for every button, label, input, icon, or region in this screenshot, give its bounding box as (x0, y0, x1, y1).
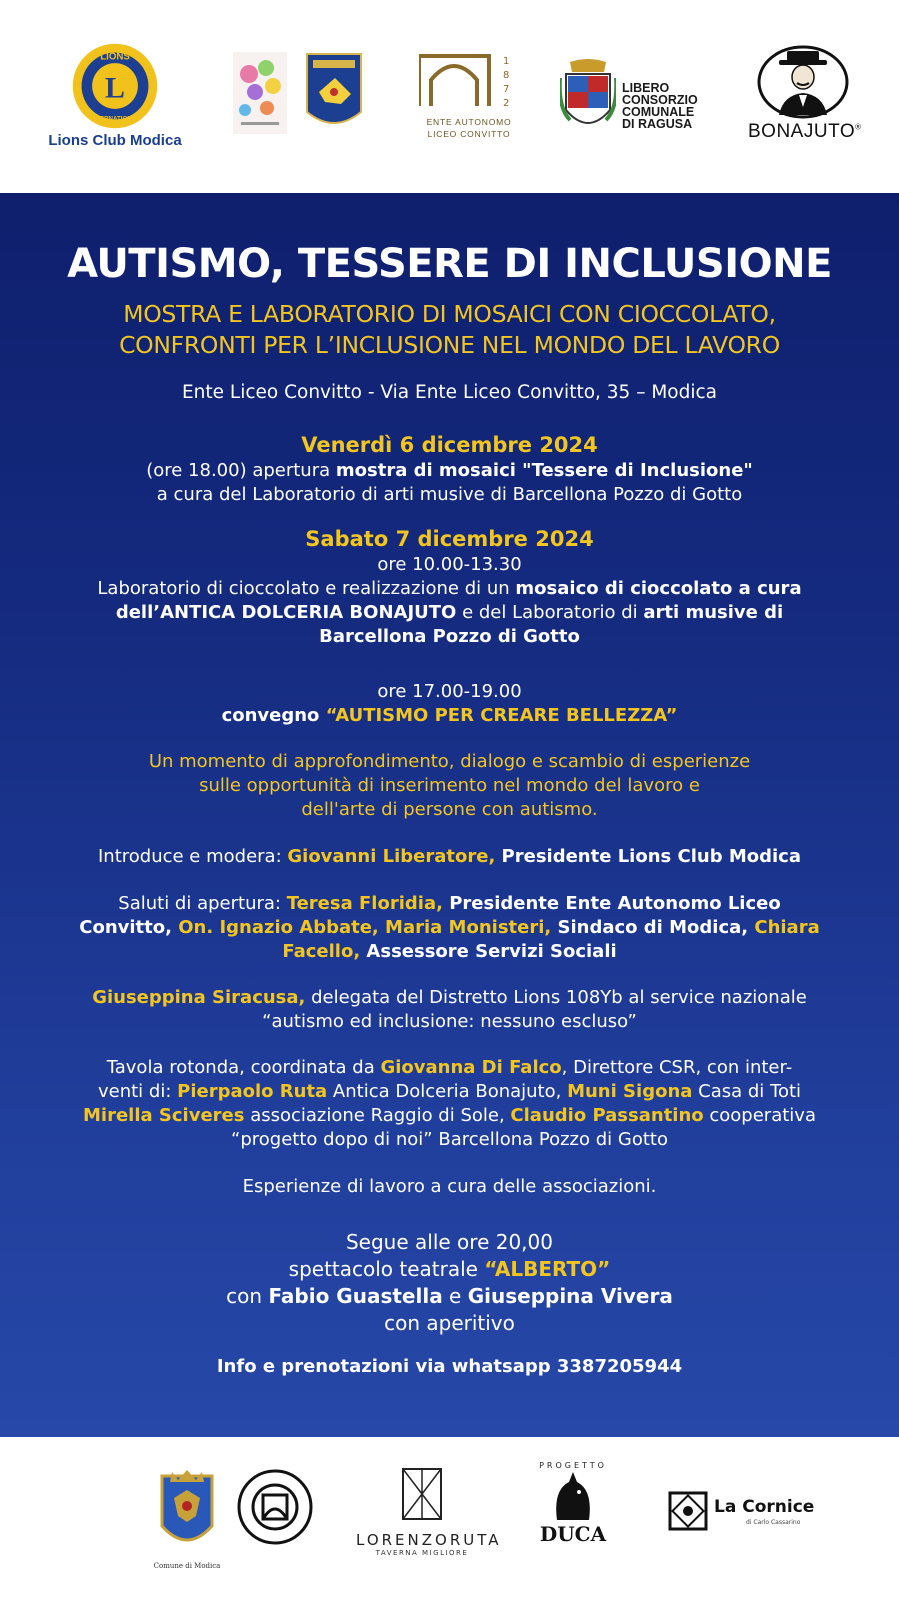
svg-text:LIONS: LIONS (100, 51, 130, 63)
bonajuto-wordmark: BONAJUTO® (748, 121, 862, 142)
svg-text:INTERNATIONAL: INTERNATIONAL (90, 115, 140, 123)
greetings-line-1: Saluti di apertura: Teresa Floridia, Presidente Ente Autonomo Liceo (118, 893, 781, 914)
day2-workshop-1: Laboratorio di cioccolato e realizzazione di un mosaico di cioccolato a cura (97, 578, 802, 599)
lorenzo-monogram-icon (399, 1467, 445, 1523)
conference-title: convegno “AUTISMO PER CREARE BELLEZZA” (221, 705, 678, 726)
delegate-line-2: “autismo ed inclusione: nessuno escluso” (262, 1011, 637, 1032)
partner-logo-band (0, 1437, 899, 1599)
svg-text:1: 1 (503, 56, 510, 67)
lions-club-name: Lions Club Modica (48, 132, 182, 149)
lorenzo-name: LORENZORUTA (356, 1531, 502, 1549)
cornice-sub: di Carlo Cassarino (746, 1519, 801, 1526)
show-line-1: Segue alle ore 20,00 (345, 1230, 553, 1254)
event-title: AUTISMO, TESSERE DI INCLUSIONE (67, 241, 832, 287)
liceo-convitto-logo (419, 46, 519, 146)
ragusa-line-2: CONSORZIO (622, 93, 698, 107)
description-line-2: sulle opportunità di inserimento nel mondo del lavoro e (199, 775, 700, 796)
greetings-line-2: Convitto, On. Ignazio Abbate, Maria Monisteri, Sindaco di Modica, Chiara (79, 917, 820, 938)
day2-date: Sabato 7 dicembre 2024 (305, 527, 594, 551)
bonajuto-logo (748, 45, 862, 155)
roundtable-line-2: venti di: Pierpaolo Ruta Antica Dolceria Bonajuto, Muni Sigona Casa di Toti (97, 1081, 802, 1102)
subtitle-line-2: CONFRONTI PER L’INCLUSIONE NEL MONDO DEL LAVORO (119, 331, 780, 359)
event-venue: Ente Liceo Convitto - Via Ente Liceo Convitto, 35 – Modica (181, 382, 718, 403)
day1-curator: a cura del Laboratorio di arti musive di Barcellona Pozzo di Gotto (156, 484, 743, 505)
moderator-line: Introduce e modera: Giovanni Liberatore, Presidente Lions Club Modica (97, 846, 801, 867)
liceo-caption-2: LICEO CONVITTO (427, 129, 511, 139)
lions-club-logo (40, 42, 190, 152)
liceo-caption-1: ENTE AUTONOMO (426, 117, 512, 127)
comune-modica-logo (152, 1470, 222, 1570)
sponsor-logo-band (0, 0, 899, 193)
cornice-frame-icon (668, 1491, 708, 1531)
booking-info: Info e prenotazioni via whatsapp 3387205944 (216, 1356, 683, 1377)
day2-workshop-3: Barcellona Pozzo di Gotto (319, 626, 580, 647)
greetings-line-3: Facello, Assessore Servizi Sociali (282, 941, 617, 962)
day2-time-afternoon: ore 17.00-19.00 (377, 681, 522, 702)
event-panel (0, 193, 899, 1437)
bonajuto-portrait-icon (757, 45, 849, 119)
la-cornice-logo (668, 1491, 828, 1541)
ragusa-consortium-logo (560, 58, 720, 138)
duca-name: DUCA (539, 1522, 607, 1546)
day1-opening: (ore 18.00) apertura mostra di mosaici "Tessere di Inclusione" (146, 460, 753, 481)
ragusa-line-1: LIBERO (622, 81, 670, 95)
unesco-heritage-icon (237, 1469, 313, 1545)
day2-time-morning: ore 10.00-13.30 (377, 554, 522, 575)
cornice-name: La Cornice (714, 1497, 815, 1517)
svg-text:2: 2 (503, 98, 510, 109)
ragusa-crest-icon (560, 58, 616, 136)
ragusa-line-3: COMUNALE (622, 105, 695, 119)
event-subtitle (0, 299, 899, 361)
lorenzo-ruta-logo (356, 1467, 502, 1571)
show-line-4: con aperitivo (384, 1311, 515, 1335)
subtitle-line-1: MOSTRA E LABORATORIO DI MOSAICI CON CIOCCOLATO, (123, 300, 776, 328)
sicily-shield-icon (305, 52, 363, 134)
lions-emblem-icon (71, 42, 159, 130)
lorenzo-sub: TAVERNA MIGLIORE (375, 1549, 469, 1557)
svg-text:L: L (105, 71, 125, 105)
roundtable-line-1: Tavola rotonda, coordinata da Giovanna Di Falco, Direttore CSR, con inter- (106, 1057, 793, 1078)
duca-dog-icon (543, 1470, 603, 1522)
roundtable-line-3: Mirella Sciveres associazione Raggio di Sole, Claudio Passantino cooperativa (83, 1105, 816, 1126)
description-line-1: Un momento di approfondimento, dialogo e scambio di esperienze (148, 751, 751, 772)
modica-crest-icon (152, 1470, 222, 1556)
mosaic-artwork-icon (233, 52, 287, 134)
show-line-2: spettacolo teatrale “ALBERTO” (288, 1257, 611, 1281)
svg-text:8: 8 (503, 70, 510, 81)
day1-date: Venerdì 6 dicembre 2024 (301, 433, 598, 457)
delegate-line-1: Giuseppina Siracusa, delegata del Distretto Lions 108Yb al service nazionale (92, 987, 807, 1008)
day2-workshop-2: dell’ANTICA DOLCERIA BONAJUTO e del Laboratorio di arti musive di (115, 602, 784, 623)
show-line-3: con Fabio Guastella e Giuseppina Vivera (226, 1284, 673, 1308)
experiences-line: Esperienze di lavoro a cura delle associazioni. (242, 1176, 657, 1197)
progetto-duca-logo (528, 1461, 618, 1571)
duca-top-text: PROGETTO (539, 1461, 607, 1470)
ragusa-line-4: DI RAGUSA (622, 117, 693, 131)
roundtable-line-4: “progetto dopo di noi” Barcellona Pozzo di Gotto (231, 1129, 668, 1150)
description-line-3: dell'arte di persone con autismo. (301, 799, 598, 820)
arch-icon (419, 46, 519, 112)
svg-text:7: 7 (503, 84, 510, 95)
modica-caption: Comune di Modica (153, 1562, 221, 1570)
